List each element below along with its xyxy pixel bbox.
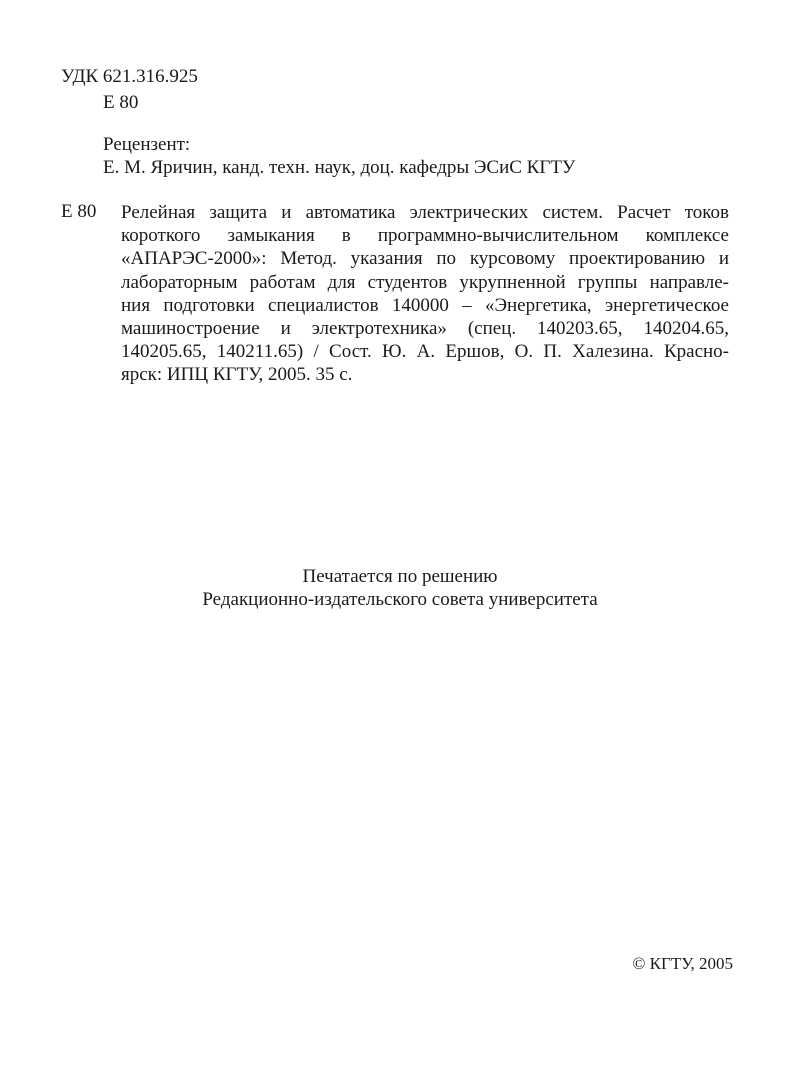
entry-author-sign: Е 80 [61,201,97,222]
author-sign: Е 80 [103,92,139,113]
annotation-line: Релейная защита и автоматика электрических систем. Расчет токов [121,202,729,223]
annotation-line: короткого замыкания в программно-вычислительном комплексе [121,225,729,247]
annotation-line: машиностроение и электротехника» (спец. 140203.65, 140204.65, [121,317,729,339]
bibliographic-annotation [121,201,729,387]
annotation-line: ярск: ИПЦ КГТУ, 2005. 35 с. [121,364,353,386]
annotation-line: 140205.65, 140211.65) / Сост. Ю. А. Ершов, О. П. Халезина. Красно- [121,341,729,363]
imprint-line-2: Редакционно-издательского совета университета [202,589,598,610]
annotation-line: «АПАРЭС-2000»: Метод. указания по курсовому проектированию и [121,248,729,270]
reviewer-label: Рецензент: [103,134,191,155]
udk-code: УДК 621.316.925 [61,66,198,87]
annotation-line: лабораторным работам для студентов укрупненной группы направле- [121,271,729,293]
copyright-notice: © КГТУ, 2005 [632,954,733,973]
reviewer-name: Е. М. Яричин, канд. техн. наук, доц. кафедры ЭСиС КГТУ [103,157,576,178]
imprint-line-1: Печатается по решению [302,566,498,587]
annotation-line: ния подготовки специалистов 140000 – «Энергетика, энергетическое [121,294,729,316]
